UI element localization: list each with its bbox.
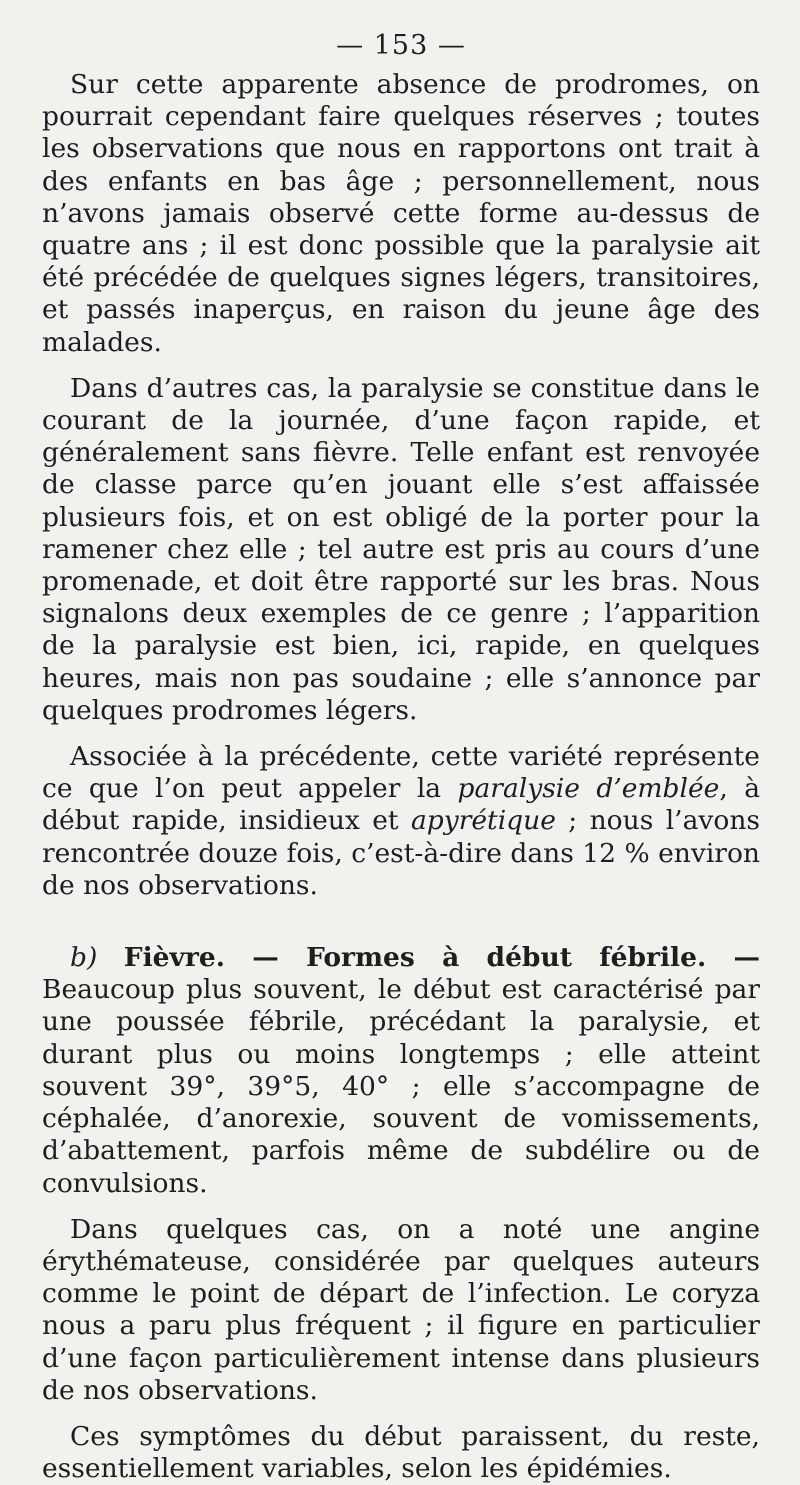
- section-label: b): [70, 942, 98, 974]
- paragraph-4-text: Beaucoup plus souvent, le début est caractérisé par une poussée fébrile, précédant la paralysie, et durant plus ou moins longtemps ; elle atteint souvent 39°, 39°5, 40° ; elle s’accompagne de céphalée, d’anorexie, souvent de vomissements, d’abattement, parfois même de subdélire ou de convulsions.: [42, 974, 760, 1199]
- paragraph-6: Ces symptômes du début paraissent, du reste, essentiellement variables, selon les épidémies.: [42, 1420, 760, 1485]
- paralysie-emblee-term: paralysie d’emblée: [457, 773, 720, 805]
- paragraph-3-text-c: , à début rapide, insidieux et: [42, 773, 761, 837]
- paragraph-1: Sur cette apparente absence de prodromes, on pourrait cependant faire quelques réserves ; toutes les observations que nous en rapportons ont trait à des enfants en bas âge ; personnellement, nous n’avons jamais observé cette forme au-dessus de quatre ans ; il est donc possible que la paralysie ait été précédée de quelques signes légers, transitoires, et passés inaperçus, en raison du jeune âge des malades.: [42, 69, 760, 358]
- book-page: [42, 30, 760, 1485]
- paragraph-3-text-a: Associée à la précédente, cette variété représente ce que l’on peut appeler la: [42, 741, 760, 805]
- page-number: — 153 —: [336, 30, 466, 61]
- apyretique-term: apyrétique: [410, 805, 556, 837]
- paragraph-3: [42, 741, 760, 902]
- paragraph-4: [42, 942, 760, 1200]
- paragraph-2: Dans d’autres cas, la paralysie se constitue dans le courant de la journée, d’une façon rapide, et généralement sans fièvre. Telle enfant est renvoyée de classe parce qu’en jouant elle s’est affaissée plusieurs fois, et on est obligé de la porter pour la ramener chez elle ; tel autre est pris au cours d’une promenade, et doit être rapporté sur les bras. Nous signalons deux exemples de ce genre ; l’apparition de la paralysie est bien, ici, rapide, en quelques heures, mais non pas soudaine ; elle s’annonce par quelques prodromes légers.: [42, 372, 760, 726]
- section-heading: Fièvre. — Formes à début fébrile. —: [123, 942, 760, 974]
- paragraph-3-text-e: ; nous l’avons rencontrée douze fois, c’est-à-dire dans 12 % environ de nos observations.: [42, 805, 760, 901]
- paragraph-5: Dans quelques cas, on a noté une angine érythémateuse, considérée par quelques auteurs comme le point de départ de l’infection. Le coryza nous a paru plus fréquent ; il figure en particulier d’une façon particulièrement intense dans plusieurs de nos observations.: [42, 1213, 760, 1406]
